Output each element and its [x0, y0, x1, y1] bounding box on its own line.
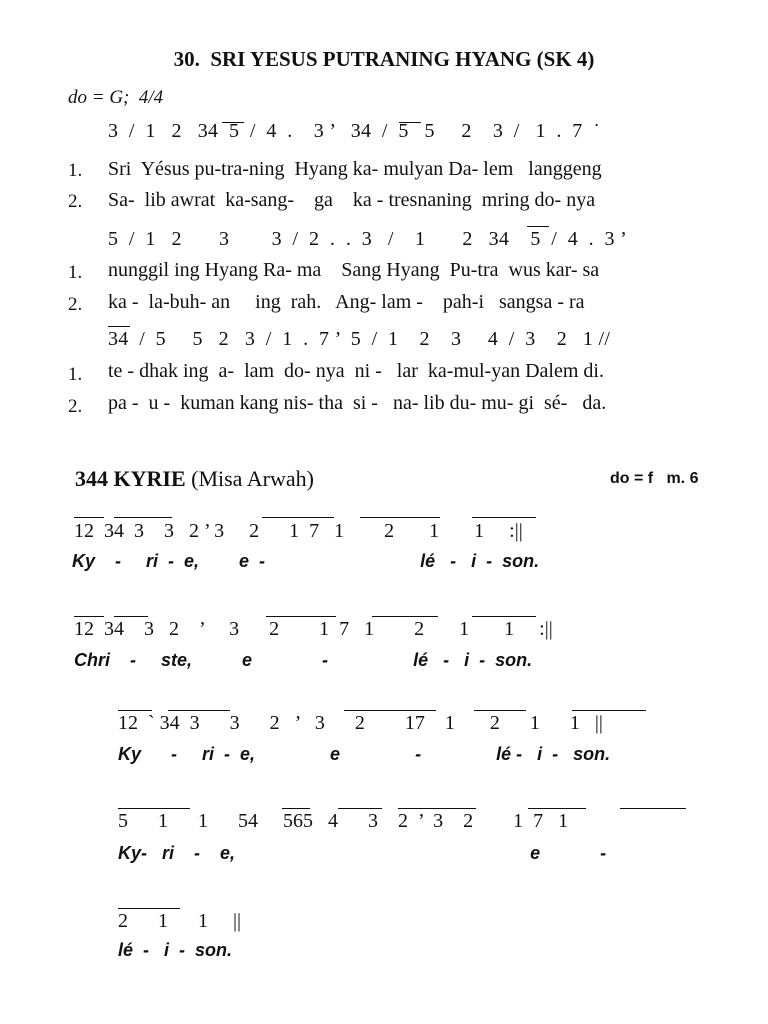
- note-beam: [527, 226, 549, 227]
- note-beam: [118, 808, 190, 809]
- kyrie-notation-2: 12 34 3 2 ’ 3 2 1 7 1 2 1 1 :||: [74, 618, 553, 640]
- notation-line-2: 5 / 1 2 3 3 / 2 . . 3 / 1 2 34 5 / 4 . 3 ’: [108, 228, 628, 250]
- kyrie-lyrics-1: Ky - ri - e, e - lé - i - son.: [72, 551, 540, 571]
- lyrics-line-2-verse-1: nunggil ing Hyang Ra- ma Sang Hyang Pu-tra wus kar- sa: [108, 259, 600, 281]
- kyrie-notation-4: 5 1 1 54 565 4 3 2 ’ 3 2 1 7 1: [118, 810, 569, 832]
- note-beam: [344, 710, 436, 711]
- verse-number-1: 1.: [68, 262, 83, 283]
- verse-number-2: 2.: [68, 396, 83, 417]
- kyrie-notation-1: 12 34 3 3 2 ’ 3 2 1 7 1 2 1 1 :||: [74, 520, 523, 542]
- song-key: do = G; 4/4: [68, 87, 164, 108]
- verse-number-2: 2.: [68, 191, 83, 212]
- note-beam: [74, 517, 104, 518]
- note-beam: [118, 908, 180, 909]
- notation-line-3: 34 / 5 5 2 3 / 1 . 7 ’ 5 / 1 2 3 4 / 3 2 1 //: [108, 328, 611, 350]
- note-beam: [168, 710, 230, 711]
- note-beam: [472, 616, 536, 617]
- note-beam: [222, 122, 244, 123]
- note-beam: [472, 517, 536, 518]
- kyrie-lyrics-4: Ky- ri - e, e -: [118, 843, 607, 863]
- kyrie-lyrics-2: Chri - ste, e - lé - i - son.: [74, 650, 533, 670]
- note-beam: [399, 122, 421, 123]
- note-beam: [372, 616, 438, 617]
- kyrie-lyrics-3: Ky - ri - e, e - lé - i - son.: [118, 744, 611, 764]
- lyrics-line-1-verse-1: Sri Yésus pu-tra-ning Hyang ka- mulyan Da- lem langgeng: [108, 158, 602, 180]
- kyrie-lyrics-5: lé - i - son.: [118, 940, 233, 960]
- note-beam: [118, 710, 152, 711]
- song-subtitle: (Misa Arwah): [191, 466, 314, 491]
- note-beam: [282, 808, 310, 809]
- note-beam: [338, 808, 382, 809]
- note-beam: [266, 616, 336, 617]
- note-beam: [114, 517, 172, 518]
- note-beam: [360, 517, 440, 518]
- verse-number-1: 1.: [68, 160, 83, 181]
- note-beam: [528, 808, 586, 809]
- verse-number-1: 1.: [68, 364, 83, 385]
- note-beam: [398, 808, 476, 809]
- lyrics-line-2-verse-2: ka - la-buh- an ing rah. Ang- lam - pah-i sangsa - ra: [108, 291, 585, 313]
- lyrics-line-3-verse-1: te - dhak ing a- lam do- nya ni - lar ka-mul-yan Dalem di.: [108, 360, 604, 382]
- note-beam: [108, 326, 130, 327]
- song-title: [75, 466, 314, 492]
- song-number: 344: [75, 466, 108, 491]
- note-beam: [74, 616, 104, 617]
- note-beam: [114, 616, 148, 617]
- notation-line-1: 3 / 1 2 34 5 / 4 . 3 ’ 34 / 5 5 2 3 / 1 . 7 ˙: [108, 120, 601, 142]
- song-title: 30. SRI YESUS PUTRANING HYANG (SK 4): [173, 47, 595, 71]
- note-beam: [620, 808, 686, 809]
- lyrics-line-1-verse-2: Sa- lib awrat ka-sang- ga ka - tresnaning mring do- nya: [108, 189, 596, 211]
- lyrics-line-3-verse-2: pa - u - kuman kang nis- tha si - na- lib du- mu- gi sé- da.: [108, 392, 607, 414]
- song-name: KYRIE: [113, 466, 186, 491]
- note-beam: [572, 710, 646, 711]
- verse-number-2: 2.: [68, 294, 83, 315]
- kyrie-notation-5: 2 1 1 ||: [118, 910, 242, 932]
- kyrie-notation-3: 12 ` 34 3 3 2 ’ 3 2 17 1 2 1 1 ||: [118, 712, 603, 734]
- note-beam: [262, 517, 334, 518]
- note-beam: [474, 710, 526, 711]
- song-key: do = f m. 6: [610, 470, 699, 487]
